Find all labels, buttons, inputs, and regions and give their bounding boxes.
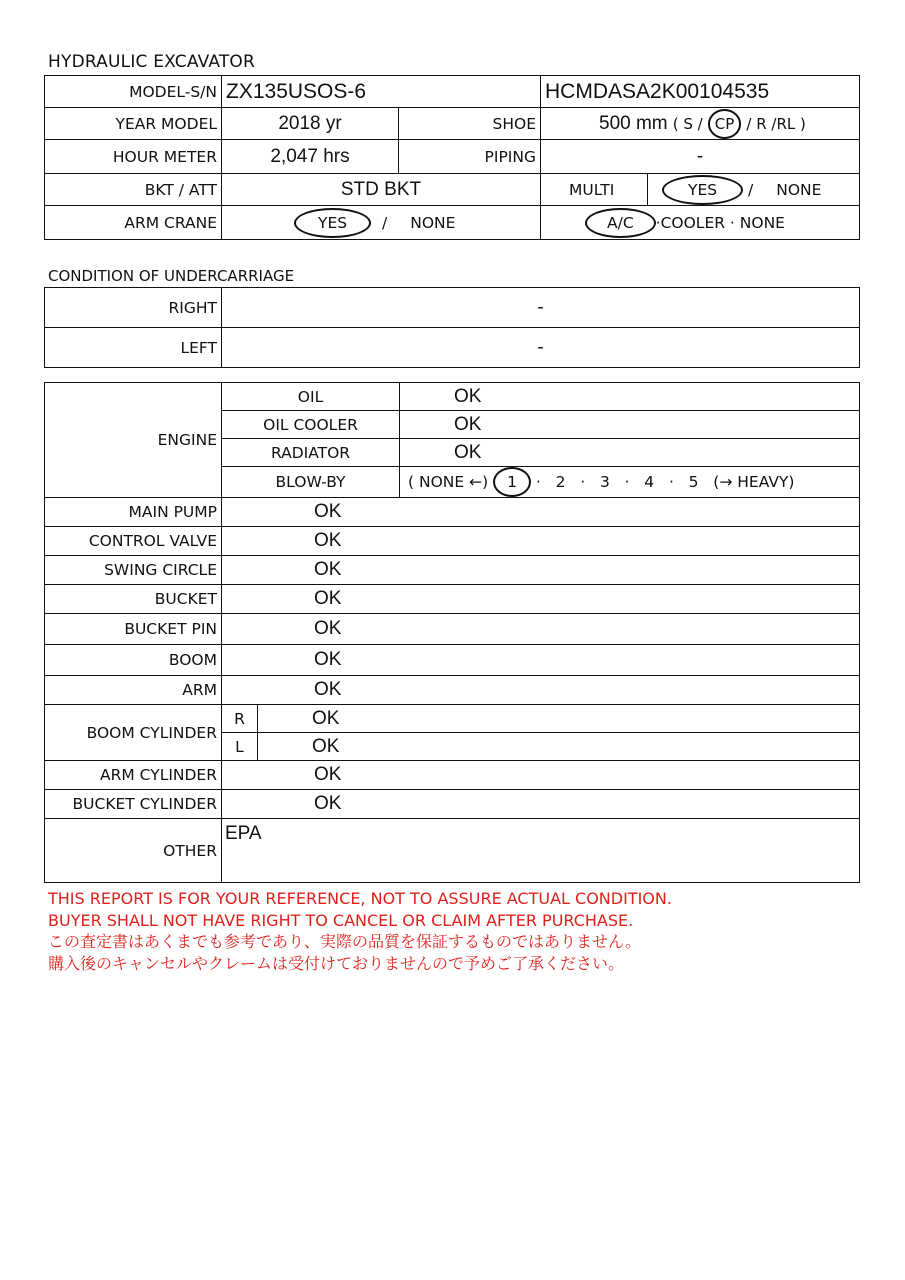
arm-crane-selected-oval: YES [294,208,371,238]
blowby-scale [400,467,860,498]
arm-value: OK [222,676,860,705]
boom-cylinder-label: BOOM CYLINDER [45,705,222,761]
shoe-type-open: ( S / [672,114,703,133]
arm-cylinder-label: ARM CYLINDER [45,761,222,790]
undercarriage-table [44,287,860,368]
arm-label: ARM [45,676,222,705]
bkt-att-label: BKT / ATT [45,174,222,206]
undercarriage-right-value: - [222,288,860,328]
bucket-label: BUCKET [45,585,222,614]
multi-other: NONE [776,180,822,199]
disclaimer-line-2: BUYER SHALL NOT HAVE RIGHT TO CANCEL OR CLAIM AFTER PURCHASE. [48,910,634,930]
oil-label: OIL [222,383,400,411]
boom-label: BOOM [45,645,222,676]
blowby-scale-open: ( NONE ←) [408,473,489,491]
disclaimer-line-4: 購入後のキャンセルやクレームは受付けておりませんので予めご了承ください。 [48,953,625,973]
swing-circle-value: OK [222,556,860,585]
arm-crane-label: ARM CRANE [45,206,222,240]
boom-cylinder-r-value: OK [258,705,860,733]
control-valve-value: OK [222,527,860,556]
oil-cooler-value: OK [400,411,860,439]
year-model-label: YEAR MODEL [45,108,222,140]
multi-sep: / [748,180,754,199]
shoe-type-rest: / R /RL ) [746,114,806,133]
ac-rest: ·COOLER · NONE [655,213,785,232]
radiator-label: RADIATOR [222,439,400,467]
swing-circle-label: SWING CIRCLE [45,556,222,585]
ac-value [541,206,860,240]
disclaimer-notice [48,888,672,974]
other-value: EPA [222,819,860,883]
bkt-att-value: STD BKT [222,174,541,206]
undercarriage-title: CONDITION OF UNDERCARRIAGE [48,267,295,285]
condition-table [44,382,860,883]
arm-crane-sep: / [382,213,388,232]
serial-value: HCMDASA2K00104535 [541,76,860,108]
multi-selected-oval: YES [662,175,743,205]
model-sn-label: MODEL-S/N [45,76,222,108]
arm-crane-value [222,206,541,240]
undercarriage-right-label: RIGHT [45,288,222,328]
engine-label: ENGINE [45,383,222,498]
ac-selected-oval: A/C [585,208,656,238]
multi-value [648,174,860,206]
model-value: ZX135USOS-6 [222,76,541,108]
arm-cylinder-value: OK [222,761,860,790]
radiator-value: OK [400,439,860,467]
other-label: OTHER [45,819,222,883]
bucket-pin-value: OK [222,614,860,645]
main-pump-value: OK [222,498,860,527]
hours-value: 2,047 hrs [222,140,399,174]
disclaimer-line-3: この査定書はあくまでも参考であり、実際の品質を保証するものではありません。 [48,932,641,951]
boom-value: OK [222,645,860,676]
blowby-label: BLOW-BY [222,467,400,498]
hour-meter-label: HOUR METER [45,140,222,174]
oil-value: OK [400,383,860,411]
piping-label: PIPING [399,140,541,174]
blowby-selected-oval: 1 [493,467,531,497]
disclaimer-line-1: THIS REPORT IS FOR YOUR REFERENCE, NOT TO ASSURE ACTUAL CONDITION. [48,889,672,908]
multi-label: MULTI [541,174,648,206]
piping-value: - [541,140,860,174]
page-title: HYDRAULIC EXCAVATOR [48,52,256,72]
arm-crane-other: NONE [410,213,456,232]
oil-cooler-label: OIL COOLER [222,411,400,439]
year-value: 2018 yr [222,108,399,140]
bucket-cylinder-value: OK [222,790,860,819]
control-valve-label: CONTROL VALVE [45,527,222,556]
shoe-label: SHOE [399,108,541,140]
shoe-size: 500 mm [599,112,668,134]
boom-cylinder-l-value: OK [258,733,860,761]
bucket-cylinder-label: BUCKET CYLINDER [45,790,222,819]
undercarriage-left-label: LEFT [45,328,222,368]
bucket-value: OK [222,585,860,614]
boom-cylinder-l-label: L [222,733,258,761]
boom-cylinder-r-label: R [222,705,258,733]
main-pump-label: MAIN PUMP [45,498,222,527]
bucket-pin-label: BUCKET PIN [45,614,222,645]
machine-info-table [44,75,860,240]
undercarriage-left-value: - [222,328,860,368]
shoe-selected-oval: CP [708,109,742,139]
shoe-value [541,108,860,140]
blowby-scale-rest: · 2 · 3 · 4 · 5 (→ HEAVY) [535,473,795,491]
